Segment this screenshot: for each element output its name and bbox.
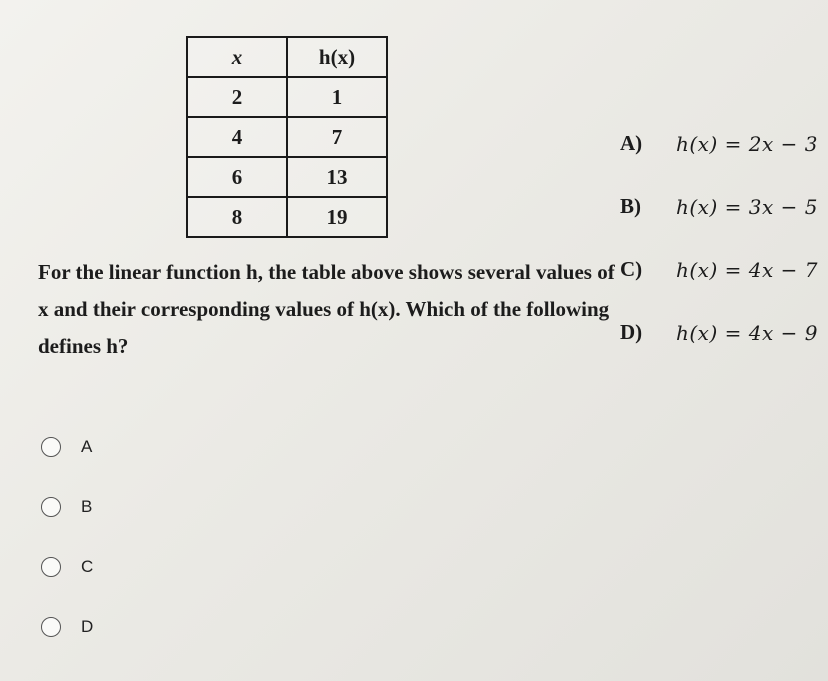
value-table: [186, 36, 388, 238]
header-hx: h(x): [287, 37, 387, 77]
table-row: [187, 77, 387, 117]
table-cell-x: 4: [187, 117, 287, 157]
table-header-row: [187, 37, 387, 77]
answer-choices-list: [620, 130, 818, 382]
choice-formula: h(x) = 4x − 7: [676, 257, 818, 282]
header-x: x: [187, 37, 287, 77]
question-text: For the linear function h, the table above shows several values of x and their corresponding values of h(x). Which of the following defines h?: [38, 260, 615, 358]
answer-options: [41, 434, 93, 674]
table-cell-x: 8: [187, 197, 287, 237]
choice-b: [620, 193, 818, 220]
table-cell-x: 6: [187, 157, 287, 197]
answer-option-a[interactable]: [41, 434, 93, 460]
table-cell-hx: 19: [287, 197, 387, 237]
answer-label[interactable]: B: [81, 497, 93, 516]
answer-label[interactable]: C: [81, 557, 94, 576]
choice-a: [620, 130, 818, 157]
table-row: [187, 197, 387, 237]
table-cell-hx: 13: [287, 157, 387, 197]
answer-label[interactable]: D: [81, 617, 94, 636]
choice-letter: A): [620, 131, 643, 155]
choice-formula: h(x) = 4x − 9: [676, 320, 818, 345]
table-row: [187, 157, 387, 197]
table-row: [187, 117, 387, 157]
radio-button-d[interactable]: [41, 617, 61, 637]
answer-option-b[interactable]: [41, 494, 93, 520]
radio-button-b[interactable]: [41, 497, 61, 517]
choice-letter: B): [620, 194, 641, 218]
choice-formula: h(x) = 2x − 3: [676, 131, 818, 156]
choice-d: [620, 319, 818, 346]
radio-button-c[interactable]: [41, 557, 61, 577]
choice-letter: D): [620, 320, 643, 344]
choice-c: [620, 256, 818, 283]
radio-button-a[interactable]: [41, 437, 61, 457]
answer-option-c[interactable]: [41, 554, 93, 580]
choice-formula: h(x) = 3x − 5: [676, 194, 818, 219]
answer-option-d[interactable]: [41, 614, 93, 640]
table-cell-x: 2: [187, 77, 287, 117]
choice-letter: C): [620, 257, 643, 281]
table-cell-hx: 1: [287, 77, 387, 117]
table-cell-hx: 7: [287, 117, 387, 157]
answer-label[interactable]: A: [81, 437, 93, 456]
